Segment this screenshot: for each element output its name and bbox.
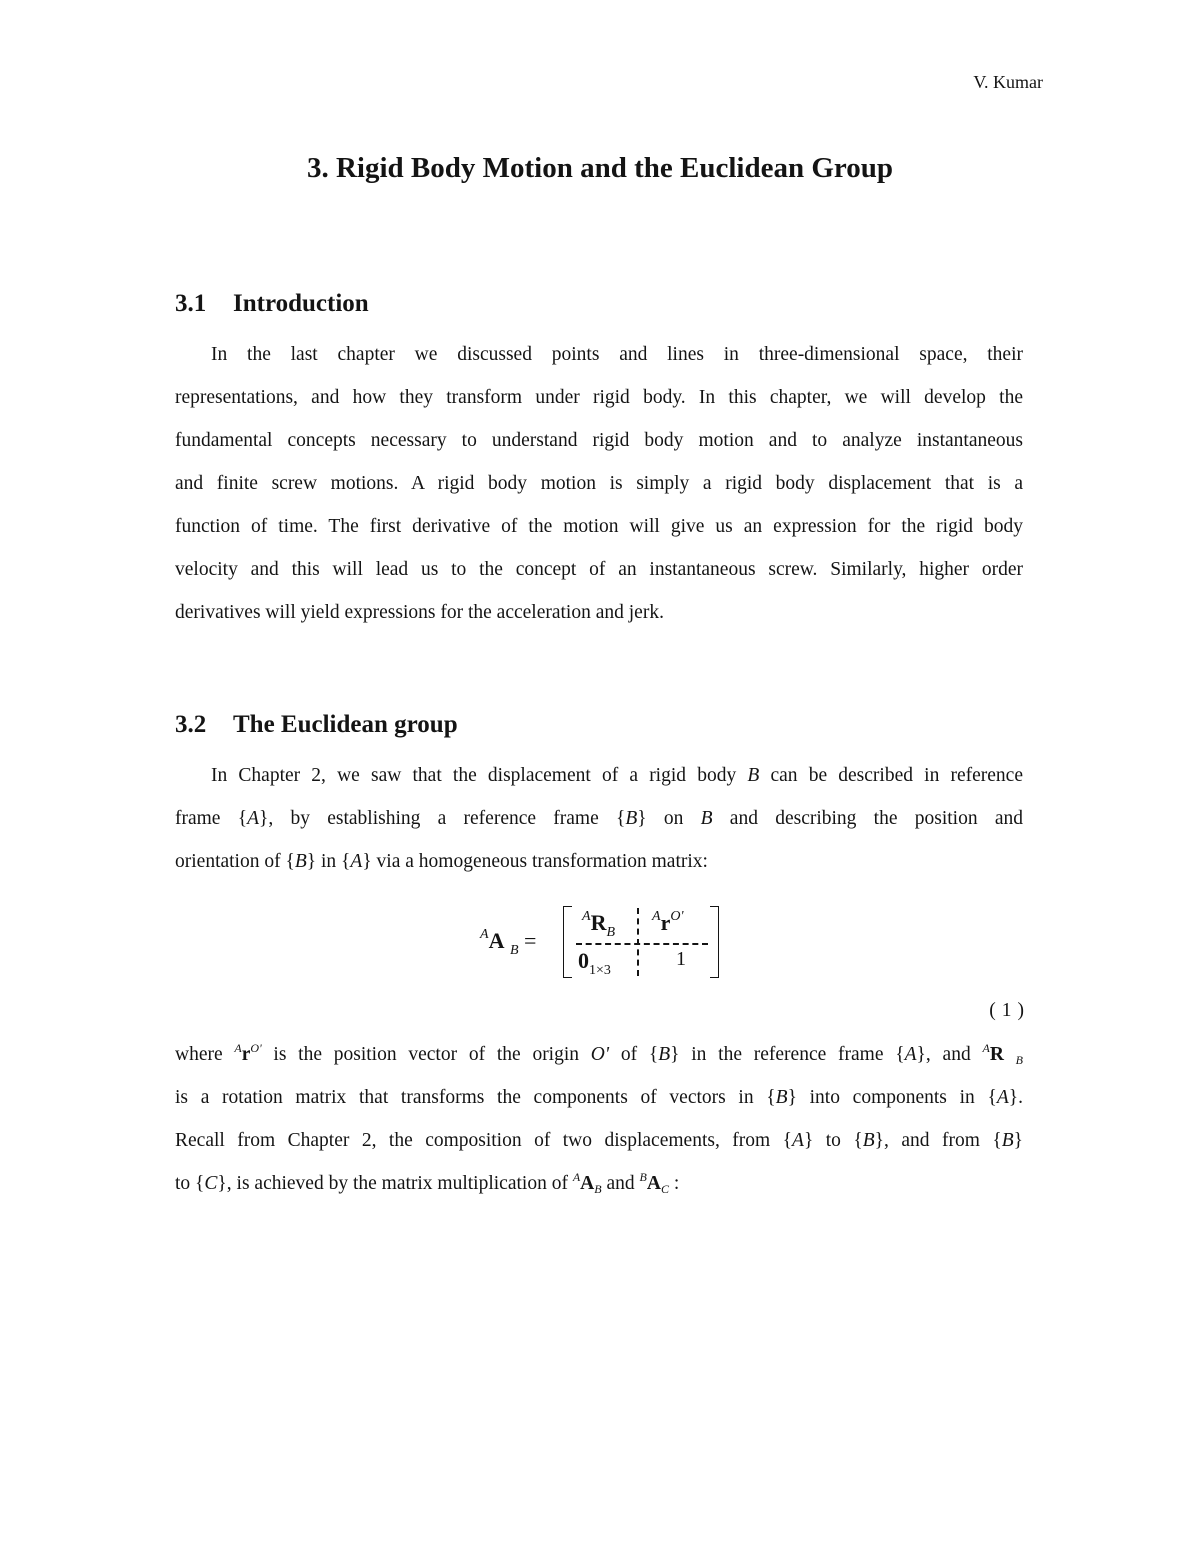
paragraph-line: velocity and this will lead us to the concept of an instantaneous screw. Similarly, higher order bbox=[175, 559, 1023, 580]
section-number: 3.1 bbox=[175, 290, 207, 317]
paragraph-line: orientation of {B} in {A} via a homogeneous transformation matrix: bbox=[175, 851, 708, 872]
section-heading-euclidean-group bbox=[175, 711, 458, 739]
section-title: The Euclidean group bbox=[233, 711, 458, 738]
post-equation-paragraph bbox=[175, 1033, 1023, 1205]
page-header-author: V. Kumar bbox=[973, 72, 1043, 92]
paragraph-line: frame {A}, by establishing a reference frame {B} on B and describing the position and bbox=[175, 808, 1023, 829]
euclidean-paragraph bbox=[175, 754, 1023, 883]
equation-number: ( 1 ) bbox=[989, 1000, 1024, 1021]
paragraph-line: In Chapter 2, we saw that the displacement of a rigid body B can be described in reference bbox=[211, 765, 1023, 786]
paragraph-line: and finite screw motions. A rigid body motion is simply a rigid body displacement that is a bbox=[175, 473, 1023, 494]
paragraph-line: function of time. The first derivative of the motion will give us an expression for the rigid body bbox=[175, 516, 1023, 537]
matrix-cell-zero: $0_{1\times 3}$ bbox=[578, 948, 611, 978]
paragraph-line: In the last chapter we discussed points and lines in three-dimensional space, their bbox=[211, 344, 1023, 365]
paragraph-line: fundamental concepts necessary to understand rigid body motion and to analyze instantaneous bbox=[175, 430, 1023, 451]
introduction-paragraph bbox=[175, 333, 1023, 634]
section-heading-introduction bbox=[175, 290, 369, 318]
matrix-left-bracket bbox=[563, 906, 572, 978]
matrix-cell-rotation: $^AR_B$ bbox=[582, 909, 616, 940]
paragraph-line: is a rotation matrix that transforms the components of vectors in {B} into components in {A}. bbox=[175, 1087, 1023, 1108]
paragraph-line: Recall from Chapter 2, the composition of two displacements, from {A} to {B}, and from {B} bbox=[175, 1130, 1024, 1151]
section-title: Introduction bbox=[233, 290, 369, 317]
matrix-partition-horizontal bbox=[576, 943, 708, 945]
section-number: 3.2 bbox=[175, 711, 207, 738]
matrix-partition-vertical bbox=[637, 908, 639, 976]
matrix-right-bracket bbox=[710, 906, 719, 978]
paragraph-line: where $^Ar^{O'}$ is the position vector of the origin O' of {B} in the reference frame {A}, and $^A$R $_B$ bbox=[175, 1041, 1024, 1067]
matrix-cell-position: $^Ar^{O'}$ bbox=[652, 909, 684, 935]
homogeneous-transformation-equation bbox=[480, 898, 740, 988]
equation-lhs: $^A$A $_B$ = bbox=[480, 927, 537, 958]
paragraph-line: derivatives will yield expressions for the acceleration and jerk. bbox=[175, 602, 664, 623]
paragraph-line: to {C}, is achieved by the matrix multiplication of $^AA_B$ and $^BA_C$ : bbox=[175, 1170, 680, 1196]
chapter-title: 3. Rigid Body Motion and the Euclidean Group bbox=[306, 152, 894, 184]
paragraph-line: representations, and how they transform under rigid body. In this chapter, we will develop the bbox=[175, 387, 1023, 408]
matrix-cell-one: 1 bbox=[676, 948, 686, 970]
